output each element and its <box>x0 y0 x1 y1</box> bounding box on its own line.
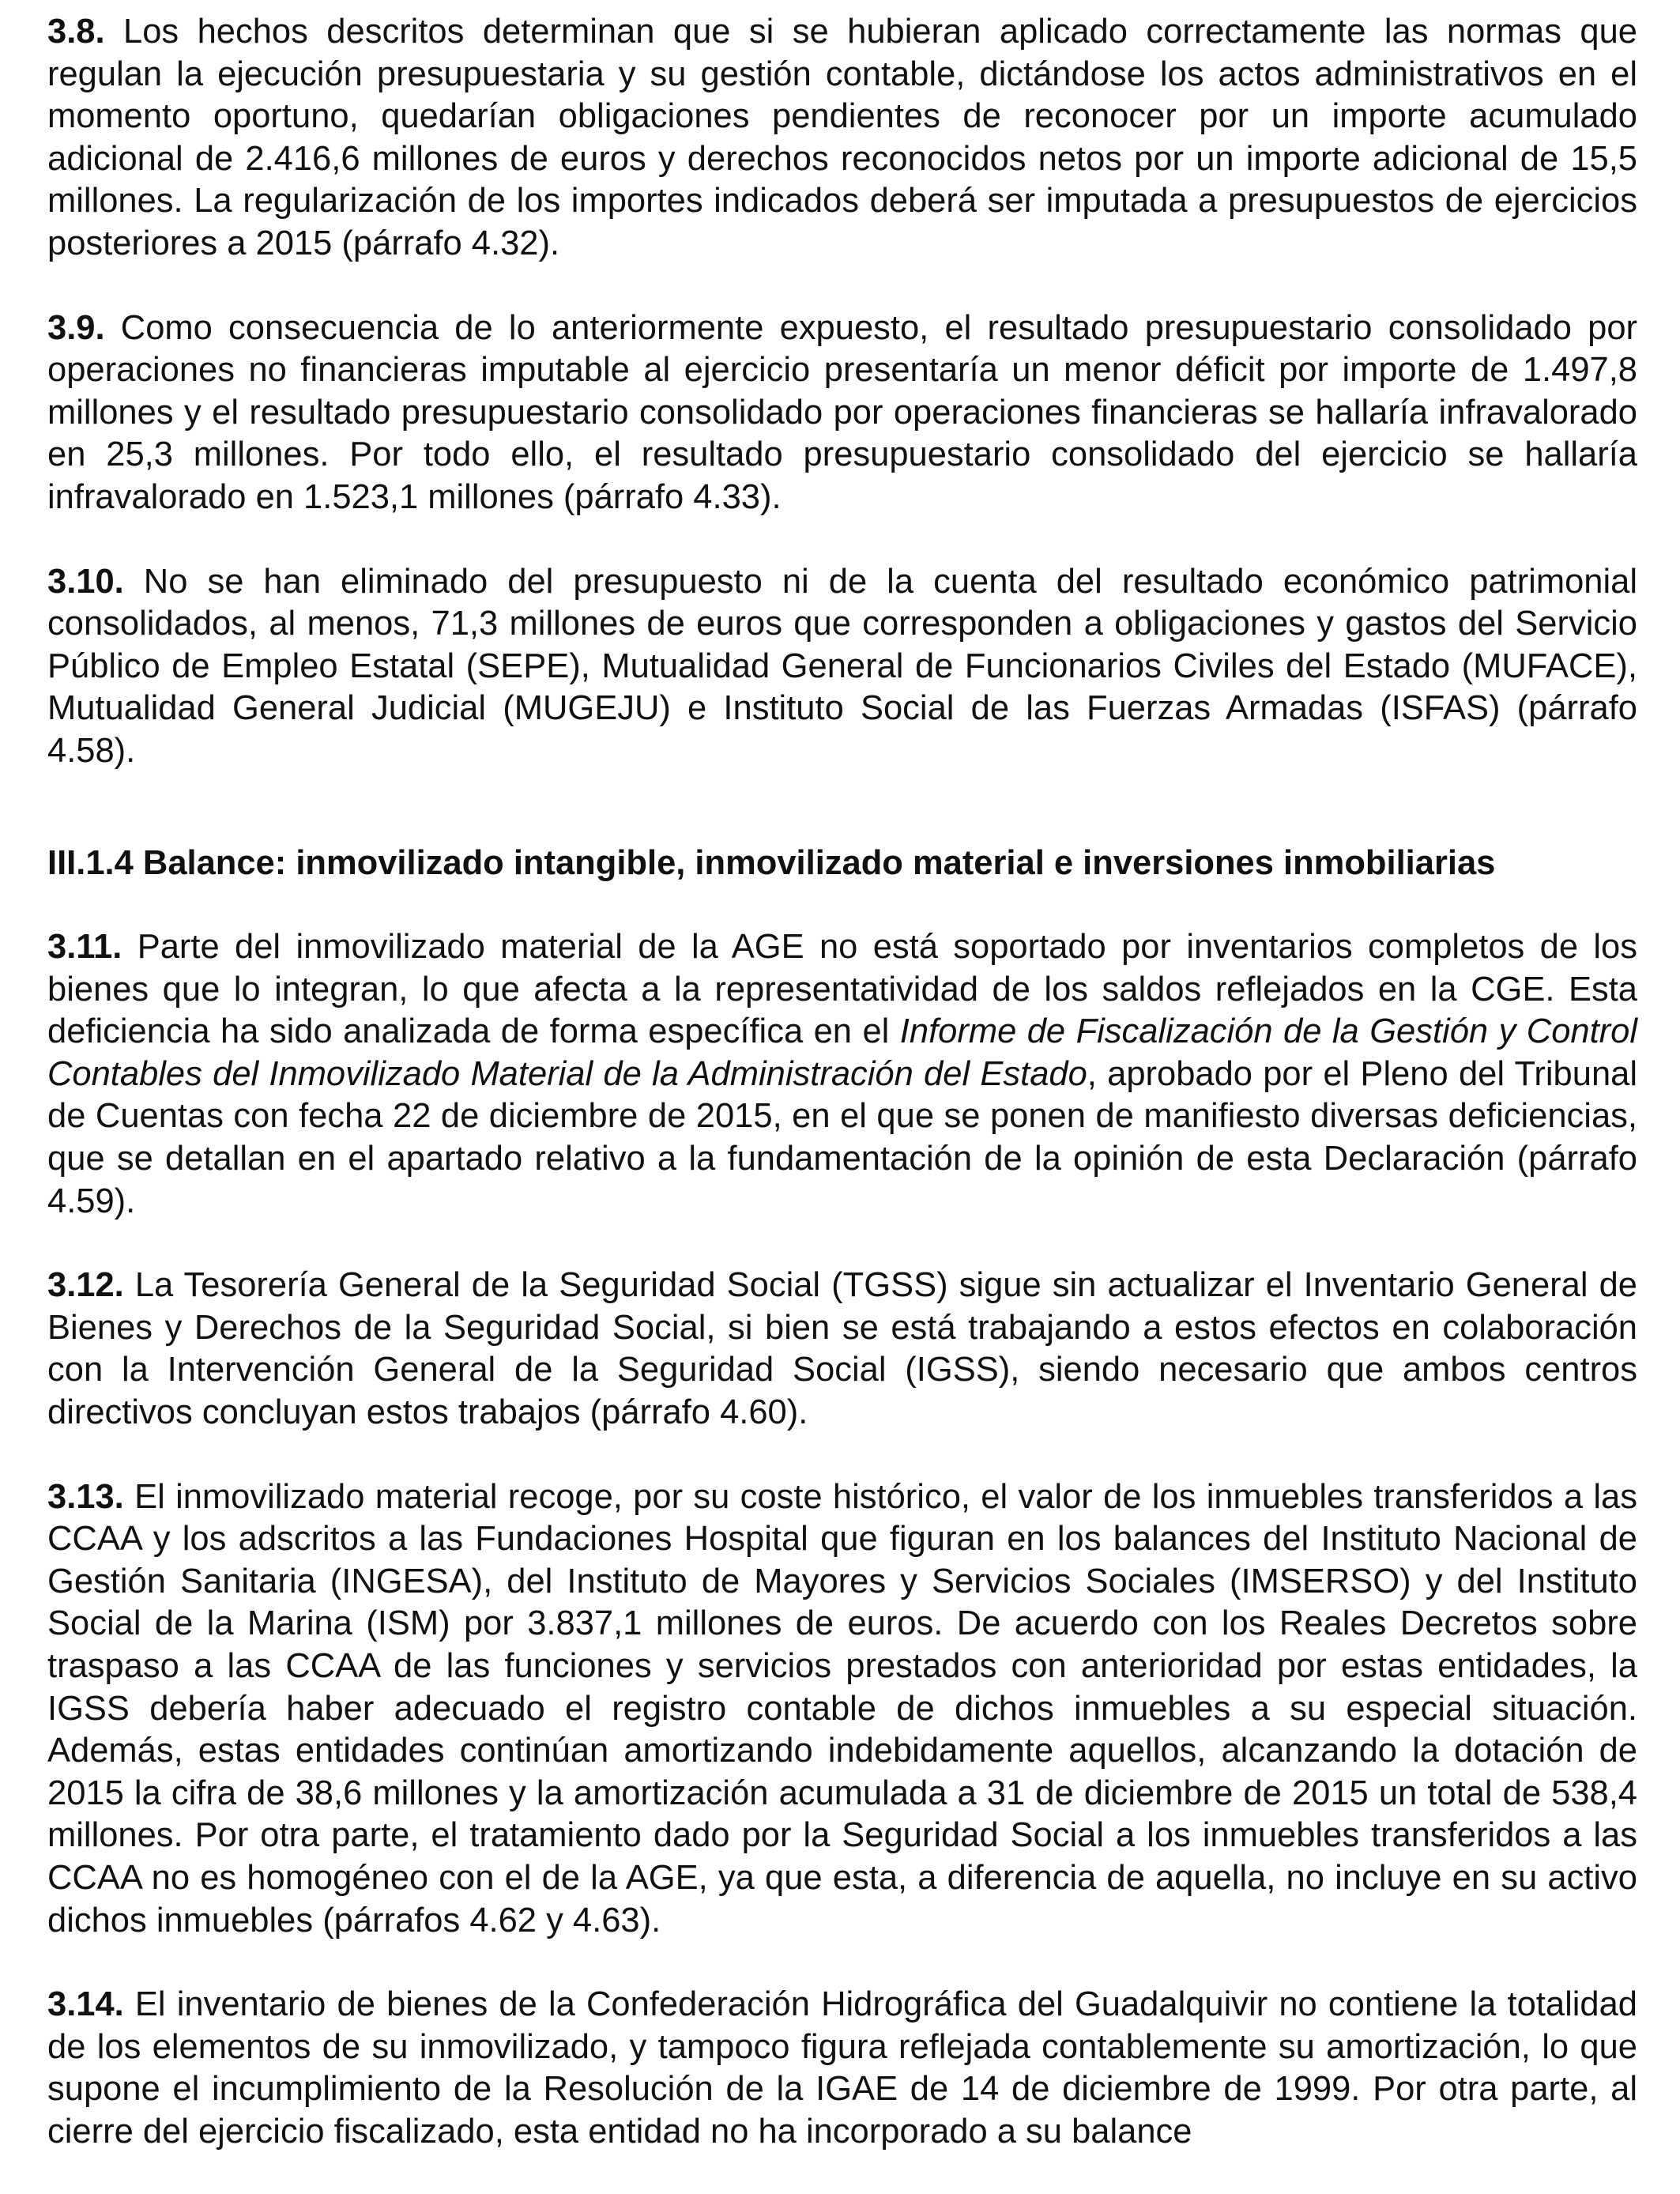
paragraph-text: Los hechos descritos determinan que si se hubieran aplicado correctamente las normas que regulan la ejecución presupuestaria y su gestión contable, dictándose los actos administrativos en el momento oportuno, quedarían obligaciones pendientes de reconocer por un importe acumulado adicional de 2.416,6 millones de euros y derechos reconocidos netos por un importe adicional de 15,5 millones. La regularización de los importes indicados deberá ser imputada a presupuestos de ejercicios posteriores a 2015 (párrafo 4.32). <box>47 13 1637 262</box>
paragraph-text: , aprobado por el Pleno del Tribunal de Cuentas con fecha 22 de diciembre de 2015, en el que se ponen de manifiesto diversas deficiencias, que se detallan en el apartado relativo a la fundamentación de la opinión de esta Declaración (párrafo 4.59). <box>47 1054 1637 1220</box>
paragraph-text: Como consecuencia de lo anteriormente expuesto, el resultado presupuestario consolidado por operaciones no financieras imputable al ejercicio presentaría un menor déficit por importe de 1.497,8 millones y el resultado presupuestario consolidado por operaciones financieras se hallaría infravalorado en 25,3 millones. Por todo ello, el resultado presupuestario consolidado del ejercicio se hallaría infravalorado en 1.523,1 millones (párrafo 4.33). <box>47 308 1637 516</box>
paragraph-spacer <box>47 1223 1637 1265</box>
section-spacer <box>47 773 1637 843</box>
section-heading: III.1.4 Balance: inmovilizado intangible, inmovilizado material e inversiones inmobiliarias <box>47 843 1496 882</box>
paragraph-spacer <box>47 1942 1637 1984</box>
paragraph-number: 3.13. <box>47 1477 124 1516</box>
paragraph-spacer <box>47 884 1637 926</box>
paragraph-3-13 <box>47 1476 1637 1943</box>
paragraph-text: El inmovilizado material recoge, por su coste histórico, el valor de los inmuebles transferidos a las CCAA y los adscritos a las Fundaciones Hospital que figuran en los balances del Instituto Nacional de Gestión Sanitaria (INGESA), del Instituto de Mayores y Servicios Sociales (IMSERSO) y del Instituto Social de la Marina (ISM) por 3.837,1 millones de euros. De acuerdo con los Reales Decretos sobre traspaso a las CCAA de las funciones y servicios prestados con anterioridad por estas entidades, la IGSS debería haber adecuado el registro contable de dichos inmuebles a su especial situación. Además, estas entidades continúan amortizando indebidamente aquellos, alcanzando la dotación de 2015 la cifra de 38,6 millones y la amortización acumulada a 31 de diciembre de 2015 un total de 538,4 millones. Por otra parte, el tratamiento dado por la Seguridad Social a los inmuebles transferidos a las CCAA no es homogéneo con el de la AGE, ya que esta, a diferencia de aquella, no incluye en su activo dichos inmuebles (párrafos 4.62 y 4.63). <box>47 1477 1637 1940</box>
paragraph-3-12 <box>47 1265 1637 1434</box>
paragraph-3-14 <box>47 1984 1637 2153</box>
paragraph-number: 3.9. <box>47 308 105 347</box>
paragraph-spacer <box>47 266 1637 307</box>
paragraph-3-10 <box>47 561 1637 773</box>
paragraph-number: 3.14. <box>47 1985 124 2024</box>
paragraph-3-11 <box>47 926 1637 1223</box>
paragraph-number: 3.10. <box>47 562 124 601</box>
paragraph-spacer <box>47 519 1637 561</box>
paragraph-text: Parte del inmovilizado material de la AGE no está soportado por inventarios completos de los bienes que lo integran, lo que afecta a la representatividad de los saldos reflejados en la CGE. Esta deficiencia ha sido analizada de forma específica en el <box>47 928 1637 1051</box>
document-page <box>47 11 1637 2154</box>
paragraph-number: 3.8. <box>47 13 105 51</box>
paragraph-text: La Tesorería General de la Seguridad Social (TGSS) sigue sin actualizar el Inventario General de Bienes y Derechos de la Seguridad Social, si bien se está trabajando a estos efectos en colaboración con la Intervención General de la Seguridad Social (IGSS), siendo necesario que ambos centros directivos concluyan estos trabajos (párrafo 4.60). <box>47 1266 1637 1432</box>
paragraph-number: 3.11. <box>47 928 122 967</box>
report-title: Informe de Fiscalización de la Gestión y Control Contables del Inmovilizado Material de la Administración del Estado <box>47 1012 1638 1093</box>
paragraph-text: No se han eliminado del presupuesto ni de la cuenta del resultado económico patrimonial consolidados, al menos, 71,3 millones de euros que corresponden a obligaciones y gastos del Servicio Público de Empleo Estatal (SEPE), Mutualidad General de Funcionarios Civiles del Estado (MUFACE), Mutualidad General Judicial (MUGEJU) e Instituto Social de las Fuerzas Armadas (ISFAS) (párrafo 4.58). <box>47 562 1637 770</box>
paragraph-3-9 <box>47 307 1637 519</box>
paragraph-text: El inventario de bienes de la Confederación Hidrográfica del Guadalquivir no contiene la totalidad de los elementos de su inmovilizado, y tampoco figura reflejada contablemente su amortización, lo que supone el incumplimiento de la Resolución de la IGAE de 14 de diciembre de 1999. Por otra parte, al cierre del ejercicio fiscalizado, esta entidad no ha incorporado a su balance <box>47 1985 1637 2151</box>
paragraph-3-8 <box>47 11 1637 266</box>
paragraph-spacer <box>47 1434 1637 1476</box>
paragraph-number: 3.12. <box>47 1266 124 1305</box>
